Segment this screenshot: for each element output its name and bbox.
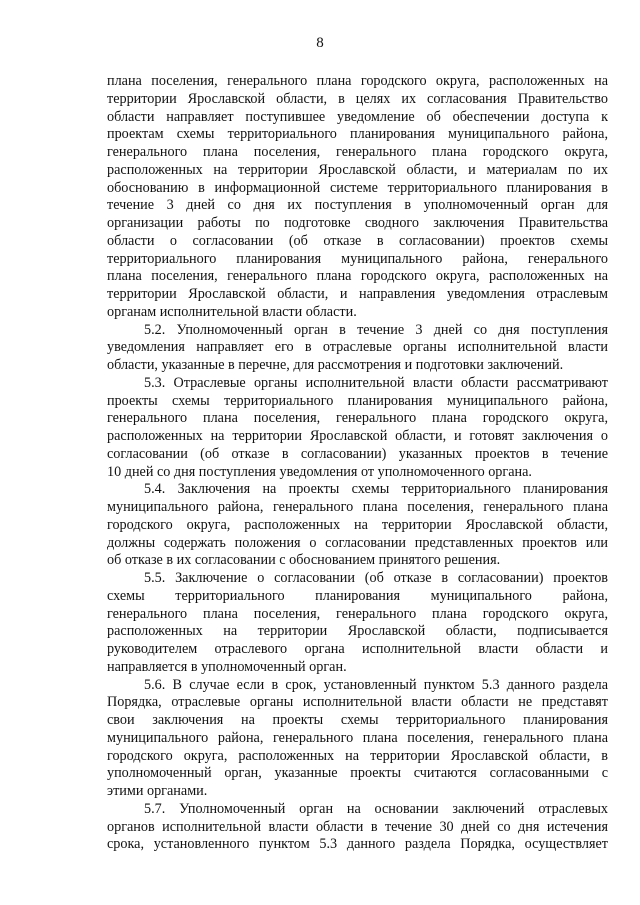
text-line: расположенных на территории Ярославской области, и готовят заключения о [107,428,608,444]
text-line: направляется в уполномоченный орган. [107,658,347,675]
text-line: течение 3 дней со дня их поступления в уполномоченный орган для [107,197,608,214]
text-line: должны содержать положения о согласовании представленных проектов или [107,534,608,551]
text-line: плана поселения, генерального плана городского округа, расположенных на [107,268,608,285]
text-line: органов исполнительной власти области в течение 30 дней со дня истечения [107,818,608,835]
text-line: уведомления направляет его в отраслевые органы исполнительной власти [107,339,608,356]
text-line: 10 дней со дня поступления уведомления от уполномоченного органа. [107,463,532,480]
text-line: организации работы по подготовке сводного заключения Правительства [107,215,608,231]
text-line: проектам схемы территориального планирования муниципального района, [107,126,608,143]
text-line: органам исполнительной власти области. [107,303,357,320]
text-line: генерального плана поселения, генерального плана городского округа, [107,605,608,622]
text-line: городского округа, расположенных на территории Ярославской области, [107,516,608,533]
text-line: расположенных на территории Ярославской области, и материалам по их [107,161,608,178]
text-line: генерального плана поселения, генерального плана городского округа, [107,410,608,427]
text-line: расположенных на территории Ярославской области, подписывается [107,623,608,640]
text-line: срока, установленного пунктом 5.3 данного раздела Порядка, осуществляет [107,836,608,853]
document-body [107,73,608,854]
text-line: об отказе в их согласовании с обоснованием принятого решения. [107,552,501,569]
text-line: руководителем отраслевого органа исполнительной власти области и [107,641,608,657]
text-line: 5.7. Уполномоченный орган на основании заключений отраслевых [144,800,608,817]
text-line: согласовании (об отказе в согласовании) указанных проектов в течение [107,445,608,462]
text-line: свои заключения на проекты схемы территориального планирования [107,712,608,728]
text-line: генерального плана поселения, генерального плана городского округа, [107,144,608,160]
text-line: территории Ярославской области, и направления уведомления отраслевым [107,286,608,302]
text-line: схемы территориального планирования муниципального района, [107,587,608,604]
text-line: проекты схемы территориального планирования муниципального района, [107,392,608,409]
text-line: 5.3. Отраслевые органы исполнительной власти области рассматривают [144,374,608,391]
text-line: плана поселения, генерального плана городского округа, расположенных на [107,73,608,89]
text-line: территориального планирования муниципального района, генерального [107,250,608,267]
text-line: муниципального района, генерального плана поселения, генерального плана [107,729,608,746]
text-line: 5.5. Заключение о согласовании (об отказе в согласовании) проектов [144,570,608,586]
text-line: уполномоченный орган, указанные проекты считаются согласованными с [107,765,608,782]
text-line: области, указанные в перечне, для рассмотрения и подготовки заключений. [107,357,564,373]
text-line: 5.4. Заключения на проекты схемы территориального планирования [144,481,608,498]
text-line: муниципального района, генерального плана поселения, генерального плана [107,499,608,515]
text-line: 5.6. В случае если в срок, установленный пунктом 5.3 данного раздела [144,676,608,693]
text-line: этими органами. [107,783,208,799]
page-number: 8 [316,35,324,51]
text-line: области направляет поступившее уведомление об обеспечении доступа к [107,108,608,125]
text-line: обоснованию в информационной системе территориального планирования в [107,179,608,196]
text-line: Порядка, отраслевые органы исполнительной власти области не представят [107,694,608,711]
text-line: территории Ярославской области, в целях их согласования Правительство [107,90,608,107]
text-line: городского округа, расположенных на территории Ярославской области, в [107,747,608,764]
text-line: области о согласовании (об отказе в согласовании) проектов схемы [107,232,608,249]
text-line: 5.2. Уполномоченный орган в течение 3 дней со дня поступления [144,321,608,338]
